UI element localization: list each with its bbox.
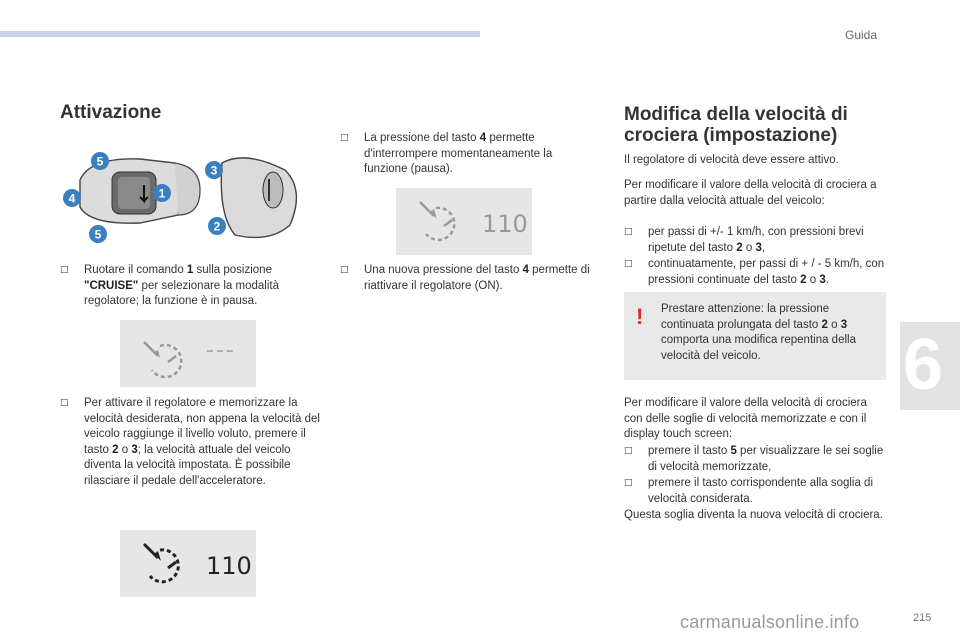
warning-text: Prestare attenzione: la pressione continuata prolungata del tasto 2 o 3 comporta una modifica repentina della velocità del veicolo. bbox=[661, 303, 856, 362]
callout-5-bottom bbox=[89, 225, 107, 243]
callout-1 bbox=[153, 184, 171, 202]
modify-paragraph-2: Per modificare il valore della velocità di crociera con delle soglie di velocità memorizzate e con il display touch screen: bbox=[624, 397, 867, 440]
pause-step: □ La pressione del tasto 4 permette d'interrompere momentaneamente la funzione (pausa). bbox=[340, 132, 553, 175]
warning-box bbox=[624, 292, 886, 380]
modify-bullet-4: □ premere il tasto corrispondente alla soglia di velocità considerata. bbox=[624, 477, 874, 505]
bullet-icon: □ bbox=[624, 446, 633, 456]
callout-3 bbox=[205, 161, 223, 179]
page-number: 215 bbox=[913, 612, 932, 624]
callout-2 bbox=[208, 217, 226, 235]
modify-bullet-2: □ continuatamente, per passi di + / - 5 km/h, con pressioni continuate del tasto 2 o 3. bbox=[624, 258, 885, 286]
section-label: Guida bbox=[845, 28, 878, 42]
svg-text:1: 1 bbox=[158, 186, 166, 201]
activation-step-1: □ Ruotare il comando 1 sulla posizione "CRUISE" per selezionare la modalità regolatore; la funzione è in pausa. bbox=[60, 264, 279, 307]
bullet-icon: □ bbox=[624, 478, 633, 488]
watermark: carmanualsonline.info bbox=[680, 612, 860, 632]
modify-paragraph-1: Per modificare il valore della velocità di crociera a partire dalla velocità attuale del veicolo: bbox=[624, 179, 877, 207]
svg-text:5: 5 bbox=[96, 154, 104, 169]
bullet-icon: □ bbox=[624, 259, 633, 269]
activation-step-2: □ Per attivare il regolatore e memorizzare la velocità desiderata, non appena la velocità del veicolo raggiunge il livello voluto, premere il tasto 2 o 3; la velocità attuale del veicolo diventa la velocità impostata. È possibile rilasciare il pedale dell'acceleratore. bbox=[60, 397, 320, 487]
svg-text:2: 2 bbox=[213, 219, 221, 234]
modify-bullet-1: □ per passi di +/- 1 km/h, con pressioni brevi ripetute del tasto 2 o 3, bbox=[624, 226, 864, 254]
speed-display-paused bbox=[120, 320, 256, 387]
header-accent-bar bbox=[0, 31, 480, 37]
resume-step: □ Una nuova pressione del tasto 4 permette di riattivare il regolatore (ON). bbox=[340, 264, 590, 292]
modify-paragraph-3: Questa soglia diventa la nuova velocità di crociera. bbox=[624, 509, 883, 521]
warning-icon: ! bbox=[636, 304, 644, 329]
svg-text:5: 5 bbox=[94, 227, 102, 242]
modify-heading: Modifica della velocità di crociera (impostazione) bbox=[624, 104, 848, 146]
speed-display-paused-110 bbox=[396, 188, 532, 255]
activation-heading: Attivazione bbox=[60, 102, 162, 123]
bullet-icon: □ bbox=[624, 227, 633, 237]
speed-display-value: 110 bbox=[482, 210, 528, 238]
bullet-icon: □ bbox=[60, 398, 69, 408]
callout-5-top bbox=[91, 152, 109, 170]
svg-text:3: 3 bbox=[210, 163, 218, 178]
speed-display-value: --- bbox=[206, 338, 236, 363]
bullet-icon: □ bbox=[60, 265, 69, 275]
modify-intro: Il regolatore di velocità deve essere attivo. bbox=[624, 154, 839, 166]
chapter-number: 6 bbox=[902, 325, 944, 405]
bullet-icon: □ bbox=[340, 133, 349, 143]
bullet-icon: □ bbox=[340, 265, 349, 275]
speed-display-active bbox=[120, 530, 256, 597]
callout-4 bbox=[63, 189, 81, 207]
modify-bullet-3: □ premere il tasto 5 per visualizzare le sei soglie di velocità memorizzate, bbox=[624, 445, 884, 473]
speed-display-value: 110 bbox=[206, 552, 252, 580]
steering-stalk-illustration bbox=[60, 145, 320, 245]
svg-text:4: 4 bbox=[68, 191, 76, 206]
